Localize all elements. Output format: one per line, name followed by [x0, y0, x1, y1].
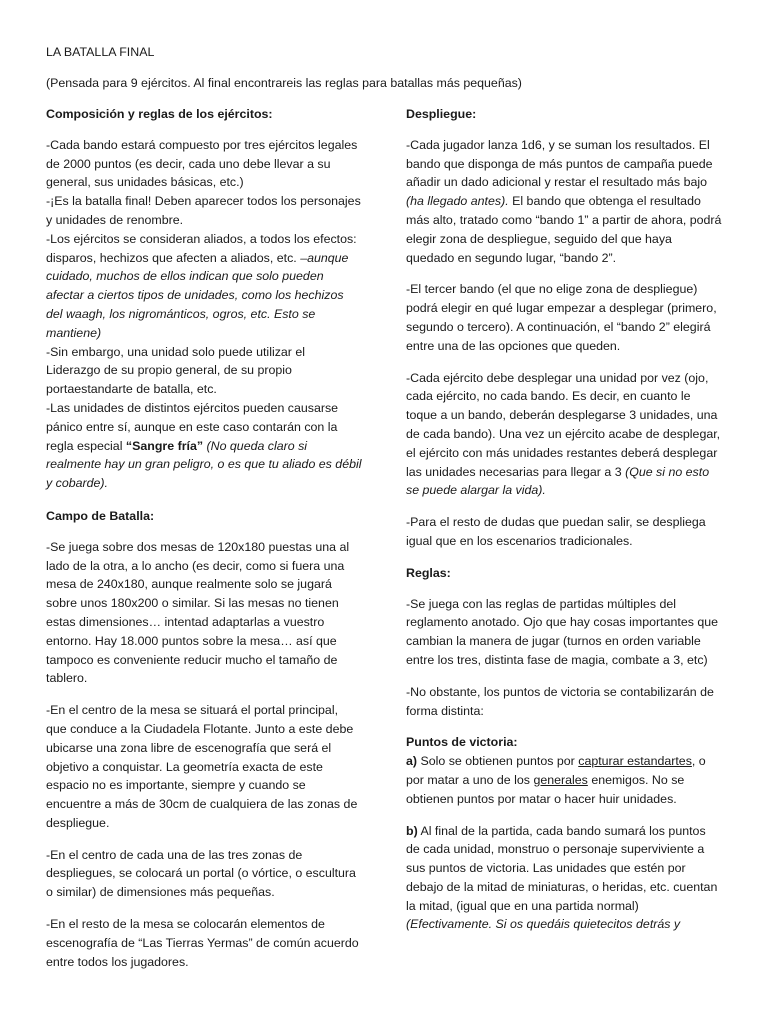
- section-heading-campo: Campo de Batalla:: [46, 508, 155, 523]
- text-despliegue-nota: (Que si no esto se puede alargar la vida).: [406, 464, 710, 498]
- paragraph-puntos-victoria-b: [406, 822, 722, 935]
- section-heading-puntos-victoria: Puntos de victoria:: [406, 735, 518, 750]
- text-despliegue-unidades: -Cada ejército debe desplegar una unidad por vez (ojo, cada ejército, no cada bando. Es decir, en cuanto le toque a un bando, deberán desplegarse 3 unidades, una de cada bando). Una vez un ejército acabe de desplegar, el ejército con más unidades restantes deberá desplegar las unidades necesarias para llegar a 3: [406, 370, 721, 479]
- paragraph-partidas-multiples: -Se juega con las reglas de partidas múltiples del reglamento anotado. Ojo que hay cosas importantes que cambian la manera de jugar (turnos en orden variable entre los tres, distinta fase de magia, combate a 3, etc): [406, 596, 719, 667]
- paragraph-tirada: [406, 136, 722, 268]
- text-panico-nota: (No queda claro si realmente hay un gran peligro, o es que tu aliado es débil y cobarde).: [46, 438, 362, 491]
- paragraph-escenografia: -En el resto de la mesa se colocarán elementos de escenografía de “Las Tierras Yermas” de común acuerdo entre todos los jugadores.: [46, 917, 359, 969]
- text-a-1: Solo se obtienen puntos por: [420, 754, 575, 769]
- text-a-2: , o por matar a uno de los: [406, 754, 706, 787]
- text-bando-1: El bando que obtenga el resultado más alto, tratado como “bando 1” a partir de ahora, podrá elegir zona de despliegue, seguido del que haya quedado en segundo lugar, “bando 2”.: [406, 194, 722, 265]
- text-tirada-nota: (ha llegado antes).: [406, 194, 509, 209]
- text-generales: generales: [533, 772, 588, 787]
- left-column: [46, 105, 362, 971]
- text-tirada: -Cada jugador lanza 1d6, y se suman los resultados. El bando que disponga de más puntos de campaña puede añadir un dado adicional y restar el resultado más bajo: [406, 137, 713, 190]
- document-title: LA BATALLA FINAL: [46, 45, 155, 59]
- paragraph-tercer-bando: -El tercer bando (el que no elige zona de despliegue) podrá elegir en qué lugar empezar a desplegar (primero, segundo o tercero). A continuación, el “bando 2” elegirá entre una de las opciones que queden.: [406, 282, 717, 353]
- text-batalla-final: -¡Es la batalla final! Deben aparecer todos los personajes y unidades de renombre.: [46, 194, 361, 227]
- section-heading-reglas: Reglas:: [406, 565, 451, 580]
- paragraph-puntos-victoria-a: [406, 733, 722, 808]
- text-liderazgo: -Sin embargo, una unidad solo puede utilizar el Liderazgo de su propio general, de su propio portaestandarte de batalla, etc.: [46, 344, 305, 397]
- text-panico: -Las unidades de distintos ejércitos pueden causarse pánico entre sí, aunque en este caso contarán con la regla especial: [46, 400, 339, 453]
- text-b-nota: (Efectivamente. Si os quedáis quietecitos detrás y: [406, 917, 681, 932]
- text-sangre-fria: “Sangre fría”: [125, 438, 204, 453]
- paragraph-composicion: [46, 136, 362, 493]
- text-aliados-nota: –aunque cuidado, muchos de ellos indican que solo pueden afectar a ciertos tipos de unidades, como los hechizos del waagh, los nigrománticos, ogros, etc. Esto se mantiene): [46, 250, 349, 340]
- paragraph-portal-principal: -En el centro de la mesa se situará el portal principal, que conduce a la Ciudadela Flotante. Junto a este debe ubicarse una zona libre de escenografía que será el objetivo a conquistar. La geometría exacta de este espacio no es importante, siempre y cuando se encuentre a más de 30cm de cualquiera de las zonas de despliegue.: [46, 703, 358, 830]
- paragraph-dudas: -Para el resto de dudas que puedan salir, se despliega igual que en los escenarios tradicionales.: [406, 515, 706, 548]
- text-bandos: -Cada bando estará compuesto por tres ejércitos legales de 2000 puntos (es decir, cada uno debe llevar a su general, sus unidades básicas, etc.): [46, 137, 358, 190]
- section-heading-despliegue: Despliegue:: [406, 107, 477, 121]
- text-b-1: Al final de la partida, cada bando sumará los puntos de cada unidad, monstruo o personaje superviviente a sus puntos de victoria. Las unidades que estén por debajo de la mitad de miniaturas, o heridas, etc. cuentan la mitad, (igual que en una partida normal): [406, 823, 718, 913]
- paragraph-mesas: -Se juega sobre dos mesas de 120x180 puestas una al lado de la otra, a lo ancho (es decir, como si fuera una mesa de 240x180, aunque realmente solo se jugará sobre unos 180x200 o similar. Si las mesas no tienen estas dimensiones… intentad adaptarlas a vuestro entorno. Hay 18.000 puntos sobre la mesa… así que tampoco es conveniente reducir mucho el tamaño de tablero.: [46, 539, 350, 686]
- text-a-3: enemigos. No se obtienen puntos por matar o hacer huir unidades.: [406, 772, 685, 806]
- right-column: [406, 105, 722, 934]
- list-label-a: a): [406, 754, 418, 769]
- section-heading-composicion: Composición y reglas de los ejércitos:: [46, 107, 273, 121]
- list-label-b: b): [406, 823, 418, 838]
- paragraph-portal-zonas: -En el centro de cada una de las tres zonas de despliegues, se colocará un portal (o vórtice, o escultura o similar) de dimensiones más pequeñas.: [46, 847, 356, 900]
- paragraph-despliegue-unidades: [406, 369, 722, 501]
- document-subtitle: (Pensada para 9 ejércitos. Al final encontrareis las reglas para batallas más pequeñas): [46, 76, 522, 90]
- text-aliados: -Los ejércitos se consideran aliados, a todos los efectos: disparos, hechizos que afecten a aliados, etc.: [46, 231, 357, 265]
- paragraph-puntos-victoria-intro: -No obstante, los puntos de victoria se contabilizarán de forma distinta:: [406, 684, 714, 718]
- text-capturar-estandartes: capturar estandartes: [578, 754, 692, 769]
